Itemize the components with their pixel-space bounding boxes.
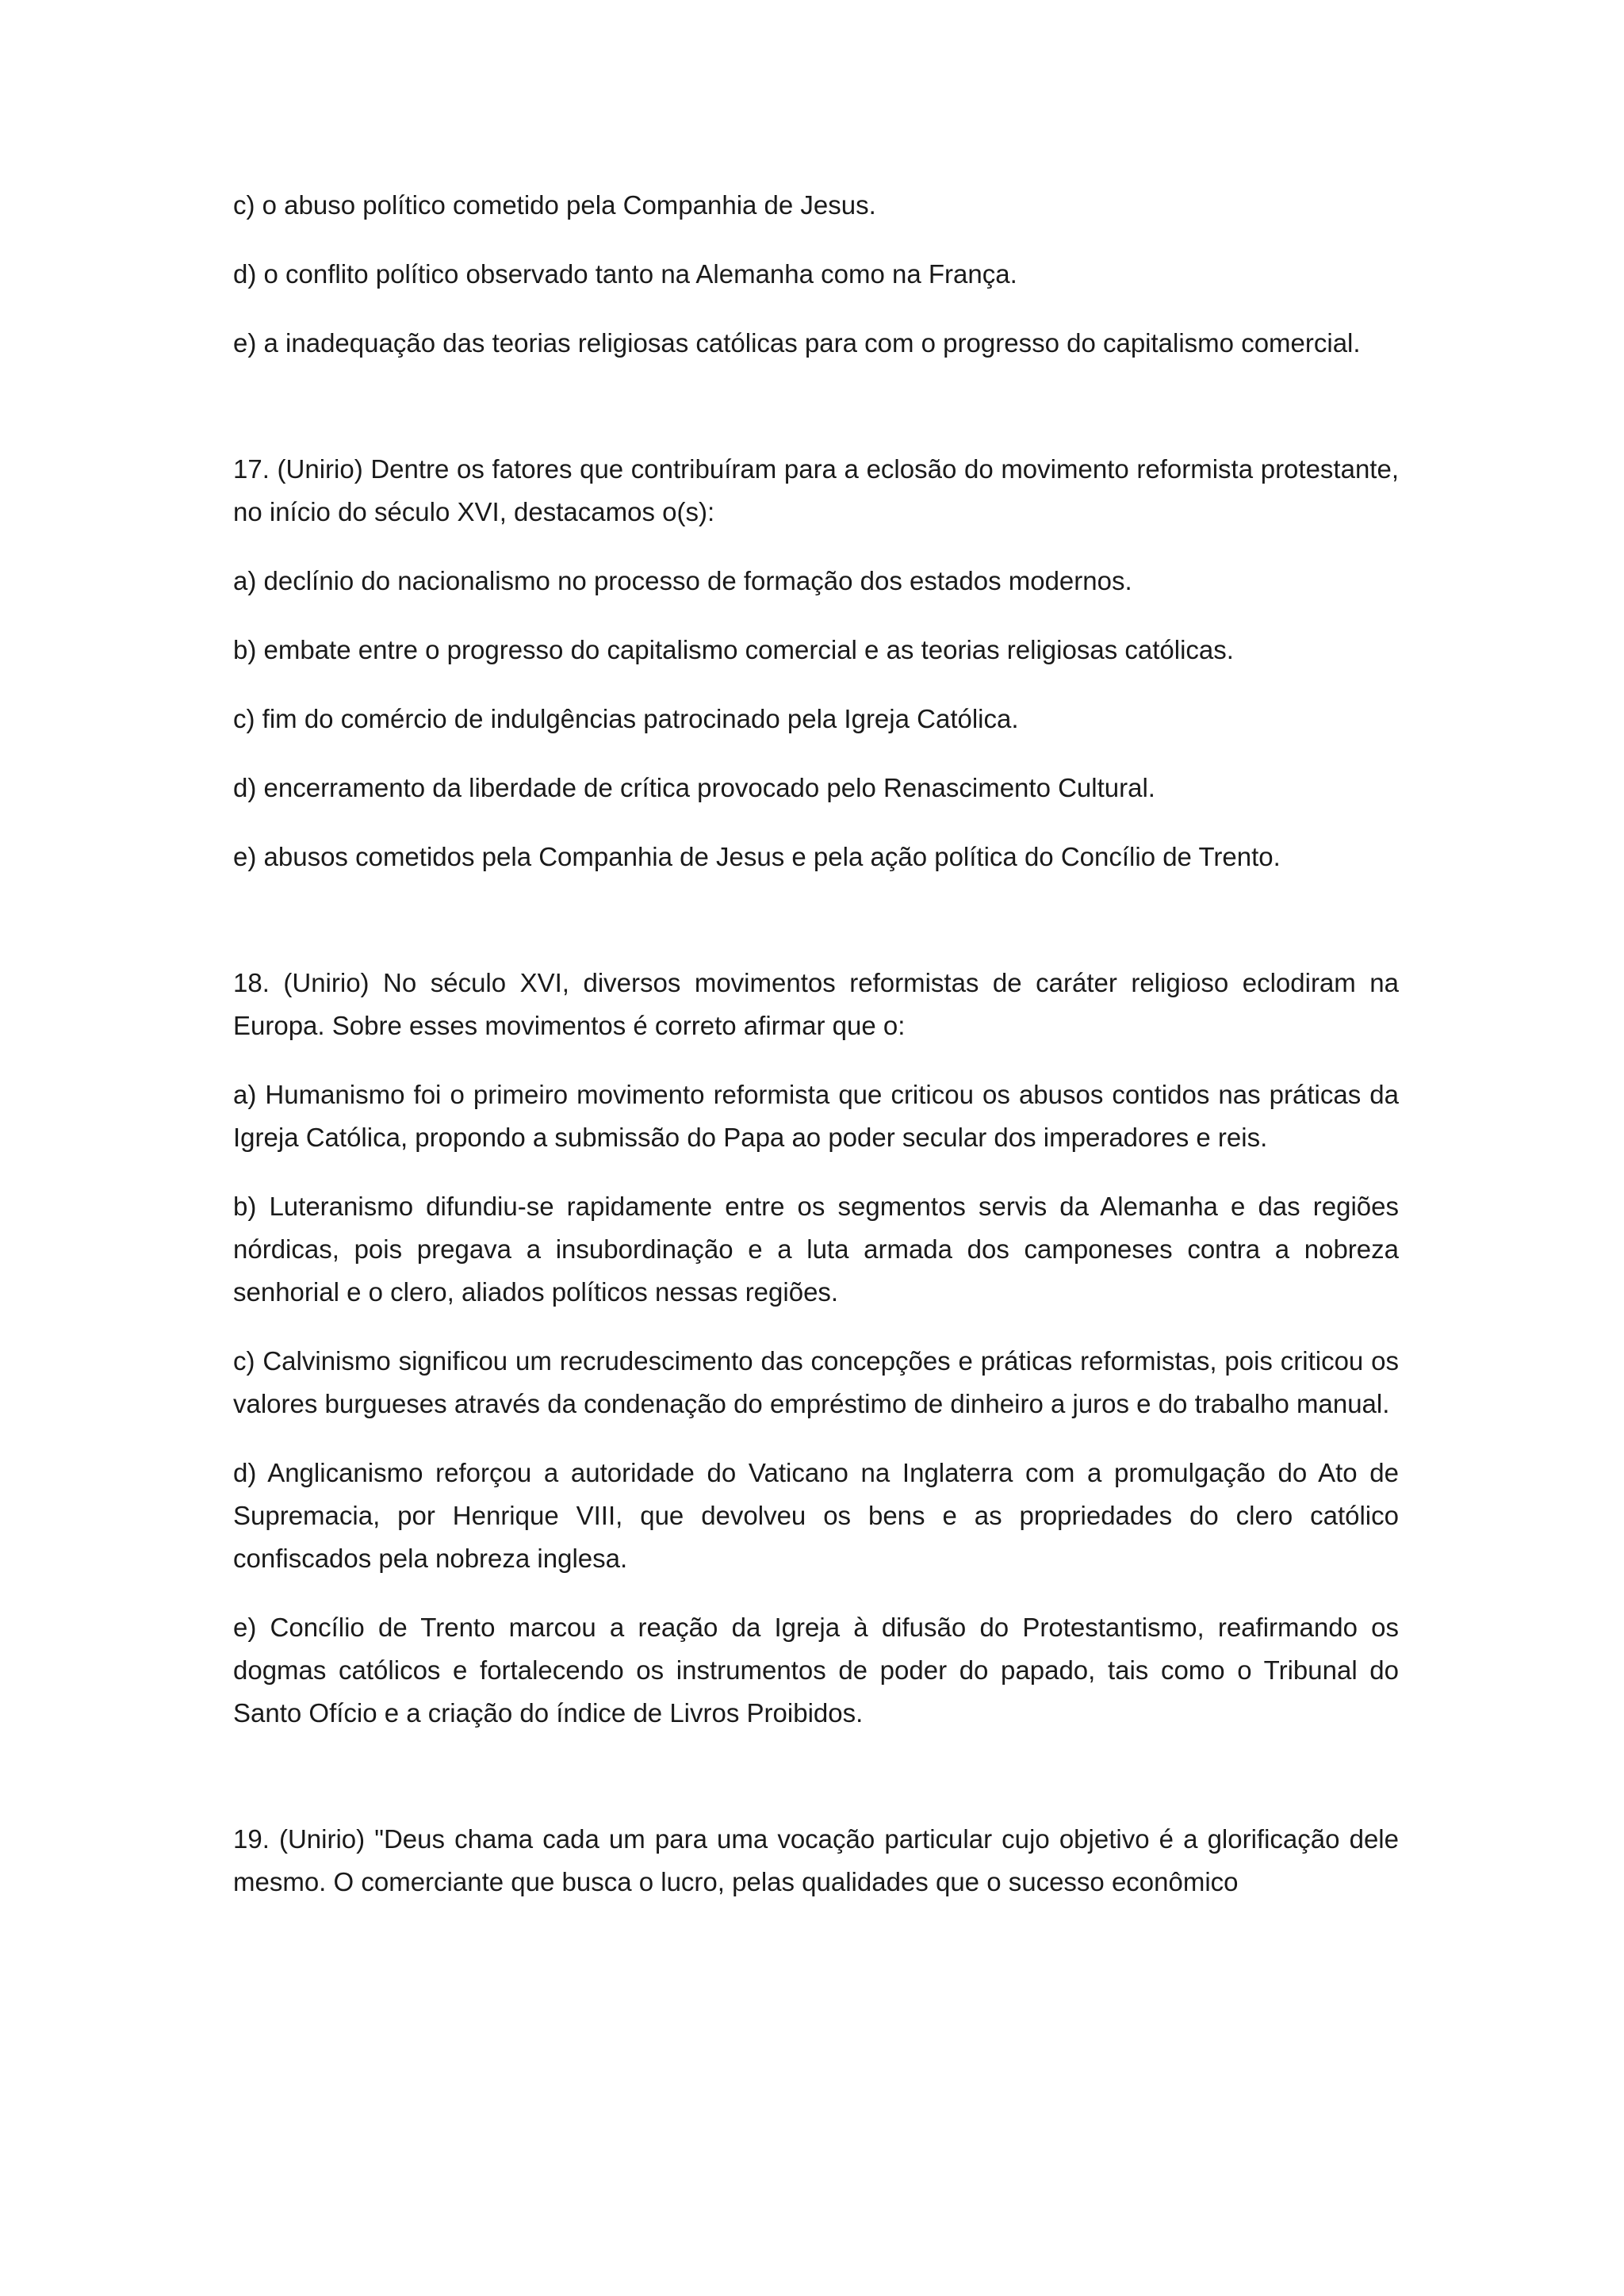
question-16-options <box>233 184 1399 365</box>
q18-option-b: b) Luteranismo difundiu-se rapidamente entre os segmentos servis da Alemanha e das regiões nórdicas, pois pregava a insubordinação e a luta armada dos camponeses contra a nobreza senhorial e o clero, aliados políticos nessas regiões. <box>233 1192 1399 1307</box>
q16-option-d: d) o conflito político observado tanto na Alemanha como na França. <box>233 259 1017 289</box>
q19-stem: 19. (Unirio) "Deus chama cada um para uma vocação particular cujo objetivo é a glorificação dele mesmo. O comerciante que busca o lucro, pelas qualidades que o sucesso econômico <box>233 1824 1399 1896</box>
q17-option-c: c) fim do comércio de indulgências patrocinado pela Igreja Católica. <box>233 704 1019 733</box>
q18-option-e: e) Concílio de Trento marcou a reação da Igreja à difusão do Protestantismo, reafirmando os dogmas católicos e fortalecendo os instrumentos de poder do papado, tais como o Tribunal do Santo Ofício e a criação do índice de Livros Proibidos. <box>233 1613 1399 1728</box>
question-19 <box>233 1818 1399 1904</box>
q18-stem: 18. (Unirio) No século XVI, diversos movimentos reformistas de caráter religioso eclodiram na Europa. Sobre esses movimentos é correto afirmar que o: <box>233 968 1399 1040</box>
q16-option-e: e) a inadequação das teorias religiosas católicas para com o progresso do capitalismo comercial. <box>233 328 1361 358</box>
q18-option-c: c) Calvinismo significou um recrudescimento das concepções e práticas reformistas, pois criticou os valores burgueses através da condenação do empréstimo de dinheiro a juros e do trabalho manual. <box>233 1346 1399 1418</box>
q17-option-d: d) encerramento da liberdade de crítica provocado pelo Renascimento Cultural. <box>233 773 1155 802</box>
question-18 <box>233 962 1399 1735</box>
document-page <box>233 184 1399 1930</box>
q17-option-b: b) embate entre o progresso do capitalismo comercial e as teorias religiosas católicas. <box>233 635 1234 664</box>
q18-option-a: a) Humanismo foi o primeiro movimento reformista que criticou os abusos contidos nas práticas da Igreja Católica, propondo a submissão do Papa ao poder secular dos imperadores e reis. <box>233 1080 1399 1152</box>
q17-option-a: a) declínio do nacionalismo no processo de formação dos estados modernos. <box>233 566 1132 595</box>
q17-stem: 17. (Unirio) Dentre os fatores que contribuíram para a eclosão do movimento reformista protestante, no início do século XVI, destacamos o(s): <box>233 454 1399 526</box>
question-17 <box>233 448 1399 878</box>
q18-option-d: d) Anglicanismo reforçou a autoridade do Vaticano na Inglaterra com a promulgação do Ato de Supremacia, por Henrique VIII, que devolveu os bens e as propriedades do clero católico confiscados pela nobreza inglesa. <box>233 1458 1399 1573</box>
q16-option-c: c) o abuso político cometido pela Companhia de Jesus. <box>233 190 876 220</box>
q17-option-e: e) abusos cometidos pela Companhia de Jesus e pela ação política do Concílio de Trento. <box>233 842 1281 871</box>
